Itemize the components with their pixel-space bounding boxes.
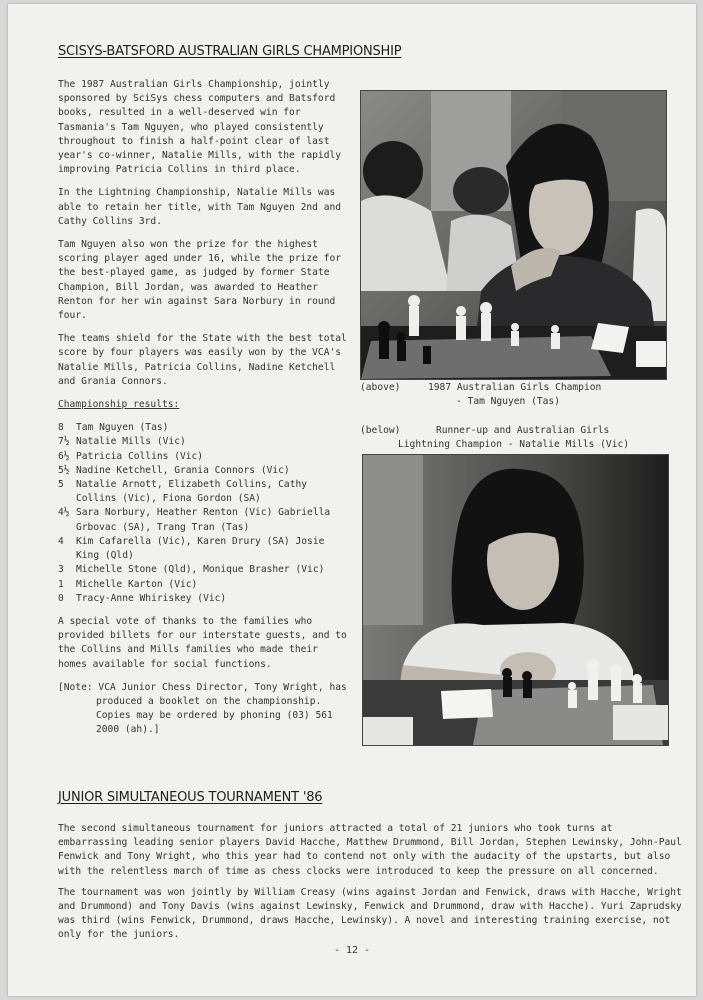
result-names: Tam Nguyen (Tas)	[76, 422, 169, 434]
result-names: Michelle Stone (Qld), Monique Brasher (Vic)	[76, 564, 325, 576]
caption-bottom-line1: Runner-up and Australian Girls	[436, 425, 610, 436]
page-number: - 12 -	[333, 945, 371, 956]
paragraph-1: The 1987 Australian Girls Championship, jointly sponsored by SciSys chess computers and Batsford books, resulted in a well-deserved win for Tasmania's Tam Nguyen, who played consistently throughout to finish a half-point clear of last year's co-winner, Natalie Mills, with the rapidly improving Patricia Collins in third place.	[58, 79, 342, 176]
paragraph-junior-2: The tournament was won jointly by William Creasy (wins against Jordan and Fenwick, draws with Hacche, Wright and Drummond) and Tony Davis (wins against Lewinsky, Fenwick and Drummond, draw with Hacche). Yuri Zaprudsky was third (wins Fenwick, Drummond, draws Hacche, Lewinsky). A novel and interesting training exercise, not only for the juniors.	[58, 886, 682, 941]
result-place: 4	[58, 535, 64, 547]
result-names: Michelle Karton (Vic)	[76, 578, 198, 590]
article-body-left	[58, 78, 350, 747]
paragraph-junior-1: The second simultaneous tournament for juniors attracted a total of 21 juniors who took turns at embarrassing leading senior players David Hacche, Matthew Drummond, Bill Jordan, Stephen Lewinsky, John-Paul Fenwick and Tony Wright, who this year had to contend not only with the audacity of the upstarts, but also with the relentless march of time as chess clocks were introduced to keep the pressure on all concerned.	[58, 823, 682, 877]
result-row	[58, 450, 350, 464]
result-place: 7½	[58, 436, 70, 448]
photo-tam-nguyen-image	[361, 91, 666, 379]
caption-top-line1: 1987 Australian Girls Champion	[428, 382, 602, 393]
result-names: Natalie Arnott, Elizabeth Collins, Cathy Collins (Vic), Fiona Gordon (SA)	[76, 479, 308, 505]
result-row	[58, 592, 350, 606]
result-row	[58, 535, 350, 563]
result-names: Sara Norbury, Heather Renton (Vic) Gabriella Grbovac (SA), Trang Tran (Tas)	[76, 507, 331, 533]
result-row	[58, 421, 350, 435]
caption-bottom-label: (below)	[360, 425, 401, 436]
result-place: 8	[58, 422, 64, 434]
result-names: Nadine Ketchell, Grania Connors (Vic)	[76, 464, 290, 476]
caption-top-label: (above)	[360, 382, 401, 393]
result-place: 3	[58, 564, 64, 576]
result-names: Patricia Collins (Vic)	[76, 450, 204, 462]
photo-natalie-mills	[362, 454, 669, 746]
result-names: Natalie Mills (Vic)	[76, 436, 186, 448]
paragraph-2: In the Lightning Championship, Natalie Mills was able to retain her title, with Tam Nguyen 2nd and Cathy Collins 3rd.	[58, 187, 342, 227]
article-body-bottom	[58, 822, 683, 950]
result-names: Kim Cafarella (Vic), Karen Drury (SA) Josie King (Qld)	[76, 535, 325, 562]
thanks-paragraph: A special vote of thanks to the families who provided billets for our interstate guests, and to the Collins and Mills families who made their homes available for social functions.	[58, 615, 347, 670]
result-row	[58, 578, 350, 592]
result-place: 1	[58, 578, 64, 590]
result-place: 5½	[58, 464, 70, 476]
result-row	[58, 506, 350, 534]
result-place: 5	[58, 479, 64, 491]
page	[8, 4, 696, 996]
result-row	[58, 478, 350, 506]
result-place: 4½	[58, 507, 70, 519]
photo-tam-nguyen	[360, 90, 667, 380]
results-label: Championship results:	[58, 399, 180, 411]
paragraph-4: The teams shield for the State with the best total score by four players was easily won by the VCA's Natalie Mills, Patricia Collins, Nadine Ketchell and Grania Connors.	[58, 333, 347, 387]
caption-bottom-line2: Lightning Champion - Natalie Mills (Vic)	[398, 439, 630, 450]
results-list	[58, 421, 350, 606]
photo-natalie-mills-image	[363, 455, 668, 745]
result-row	[58, 464, 350, 478]
note-paragraph: [Note: VCA Junior Chess Director, Tony Wright, has produced a booklet on the championship. Copies may be ordered by phoning (03) 561 2000 (ah).]	[58, 681, 347, 736]
result-names: Tracy-Anne Whiriskey (Vic)	[76, 592, 227, 604]
result-place: 0	[58, 592, 64, 604]
paragraph-3: Tam Nguyen also won the prize for the highest scoring player aged under 16, while the prize for the best-played game, as judged by former State Champion, Bill Jordan, was awarded to Heather Renton for her win against Sara Norbury in round four.	[58, 239, 342, 322]
caption-top-line2: - Tam Nguyen (Tas)	[456, 396, 560, 407]
article-title-junior-simultaneous: JUNIOR SIMULTANEOUS TOURNAMENT '86	[58, 790, 323, 805]
article-title-girls-championship: SCISYS-BATSFORD AUSTRALIAN GIRLS CHAMPIONSHIP	[58, 44, 402, 59]
result-place: 6½	[58, 450, 70, 462]
result-row	[58, 435, 350, 449]
result-row	[58, 563, 350, 577]
